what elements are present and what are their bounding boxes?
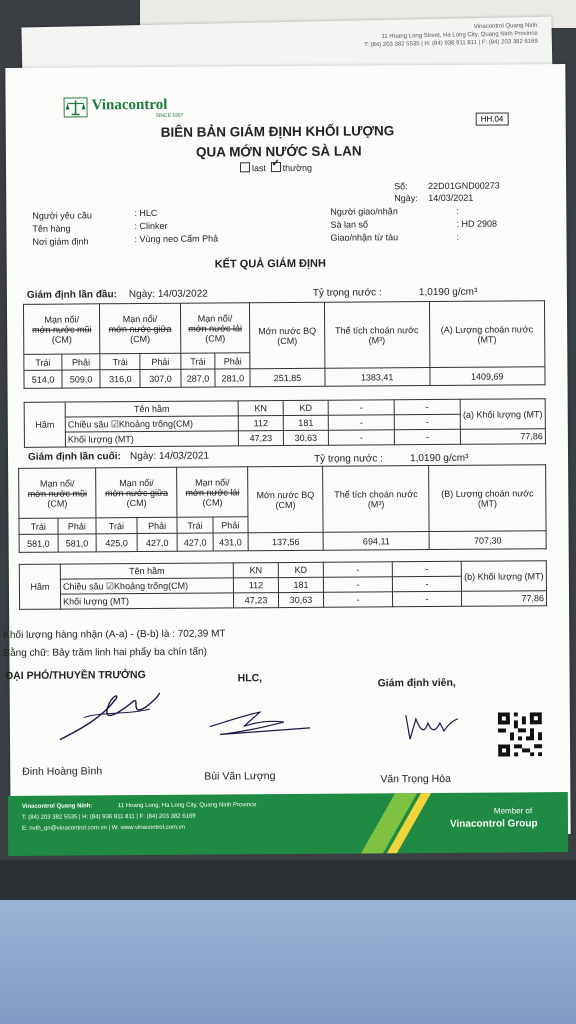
col-left: Trái — [100, 354, 140, 370]
date-value: 14/03/2021 — [428, 192, 474, 204]
kd-header: KD — [283, 400, 328, 415]
document-title: BIÊN BẢN GIÁM ĐỊNH KHỐI LƯỢNG — [160, 123, 395, 140]
col-left: Trái — [177, 517, 212, 533]
tank-name-header: Tên hầm — [65, 401, 238, 417]
hlc-title: HLC, — [237, 672, 263, 685]
value-cell: 514,0 — [24, 370, 62, 388]
first-inspection-date: Ngày: 14/03/2022 — [128, 288, 208, 301]
tank-mass-b-value: 77,86 — [461, 591, 546, 607]
brand-since: SINCE 1957 — [155, 112, 184, 119]
mass-kn: 47,23 — [233, 593, 278, 608]
normal-checkbox[interactable] — [271, 162, 281, 172]
tank-label: Hầm — [24, 402, 65, 447]
value-cell: 425,0 — [96, 534, 137, 552]
location-label: Nơi giám định — [32, 236, 89, 247]
empty-cell: - — [328, 430, 394, 445]
empty-cell: - — [323, 577, 392, 592]
mass-row-label: Khối lượng (MT) — [65, 431, 238, 447]
displacement-b-header: (B) Lượng choán nước (MT) — [429, 465, 546, 532]
date-label: Ngày: — [394, 193, 418, 204]
last-density-value: 1,0190 g/cm³ — [410, 452, 469, 465]
tank-name-header: Tên hầm — [60, 563, 233, 579]
kn-header: KN — [238, 401, 283, 416]
inspector-name: Văn Trọng Hòa — [380, 772, 451, 786]
mass-kd: 30,63 — [278, 592, 323, 607]
depth-kn: 112 — [238, 416, 283, 431]
mass-row-label: Khối lượng (MT) — [60, 593, 233, 609]
col-left: Trái — [19, 518, 58, 534]
value-cell: 581,0 — [58, 534, 97, 552]
value-cell: 307,0 — [140, 369, 180, 387]
last-checkbox[interactable] — [240, 162, 250, 172]
last-inspection-label: Giám định lần cuối: — [27, 451, 121, 463]
value-cell: 137,56 — [248, 532, 323, 551]
first-inspection-label: Giám định lần đầu: — [26, 289, 117, 301]
first-tank-table — [24, 398, 546, 448]
empty-cell: - — [323, 562, 392, 577]
barge-label: Sà lan số — [330, 219, 368, 230]
requester-label: Người yêu cầu — [32, 210, 92, 221]
last-inspection-date: Ngày: 14/03/2021 — [129, 450, 210, 463]
number-value: 22D01GND00273 — [428, 180, 500, 192]
receiver-label: Người giao/nhận — [330, 206, 398, 217]
last-tank-table — [19, 560, 547, 610]
tank-mass-a-value: 77,86 — [460, 429, 545, 445]
col-left: Trái — [180, 353, 215, 369]
depth-kn: 112 — [233, 578, 278, 593]
form-code: HH.04 — [476, 112, 509, 125]
stern-header: Mạn nổi/ mớn nước lái (CM) — [177, 467, 248, 517]
col-left: Trái — [24, 354, 62, 370]
ship-label: Giao/nhận từ tàu — [330, 232, 399, 243]
captain-name: Đinh Hoàng Bình — [22, 765, 103, 778]
empty-cell: - — [328, 400, 394, 415]
location-value: : Vùng neo Cẩm Phả — [134, 233, 219, 245]
kn-header: KN — [233, 563, 278, 578]
empty-cell: - — [394, 399, 460, 414]
depth-kd: 181 — [283, 415, 328, 430]
underlying-company: Vinacontrol Quang Ninh — [473, 22, 538, 31]
empty-cell: - — [392, 561, 461, 576]
value-cell: 287,0 — [181, 369, 216, 387]
col-left: Trái — [96, 518, 137, 534]
stern-header: Mạn nổi/ mớn nước lái (CM) — [180, 303, 250, 353]
footer-company: Vinacontrol Quang Ninh: — [21, 803, 93, 810]
col-right: Phải — [137, 517, 178, 533]
inspection-document — [5, 64, 570, 838]
first-draft-table — [23, 300, 546, 389]
received-mass-line: Khối lượng hàng nhận (A-a) - (B-b) là : 702,39 MT — [3, 628, 226, 641]
mid-header: Mạn nổi/ mớn nước giữa (CM) — [100, 303, 181, 354]
col-right: Phải — [213, 517, 248, 533]
empty-cell: - — [392, 576, 461, 591]
option-last-label: last — [251, 163, 267, 174]
displacement-a-header: (A) Lượng choán nước (MT) — [429, 301, 545, 368]
kd-header: KD — [278, 562, 323, 577]
inspector-signature — [402, 709, 462, 745]
tank-mass-b-label: (b) Khối lượng (MT) — [461, 561, 546, 592]
value-cell: 707,30 — [429, 531, 546, 550]
amount-in-words: Bằng chữ: Bảy trăm linh hai phẩy ba chín tấn) — [3, 646, 207, 659]
receiver-value: : — [456, 205, 459, 216]
value-cell: 1409,69 — [429, 367, 545, 386]
footer-band — [8, 792, 568, 856]
value-cell: 581,0 — [19, 534, 58, 552]
mid-header: Mạn nổi/ mớn nước giữa (CM) — [96, 467, 178, 518]
captain-title: ĐẠI PHÓ/THUYỀN TRƯỞNG — [5, 668, 146, 682]
tank-mass-a-label: (a) Khối lượng (MT) — [460, 399, 545, 430]
volume-header: Thể tích choán nước (M³) — [323, 466, 429, 533]
footer-phone: T: (84) 203 382 5535 | H: (84) 936 911 811 | F: (84) 203 382 6169 — [21, 813, 196, 821]
last-draft-table — [18, 464, 547, 553]
cargo-value: : Clinker — [134, 220, 168, 232]
first-density-value: 1,0190 g/cm³ — [418, 286, 478, 299]
scales-logo-icon — [64, 97, 88, 117]
bow-header: Mạn nổi/ mớn nước mũi (CM) — [19, 468, 96, 519]
value-cell: 431,0 — [213, 533, 248, 551]
mean-draft-header: Mớn nước BQ (CM) — [250, 302, 325, 369]
underlying-phone: T: (84) 203 382 5535 | H: (84) 936 911 811 | F: (84) 203 382 6169 — [364, 38, 538, 49]
mean-draft-header: Mớn nước BQ (CM) — [248, 466, 324, 533]
col-right: Phải — [62, 354, 100, 370]
value-cell: 427,0 — [137, 533, 178, 551]
ship-value: : — [456, 231, 460, 242]
cargo-label: Tên hàng — [32, 223, 71, 234]
option-normal-label: thường — [282, 162, 313, 174]
value-cell: 427,0 — [177, 533, 212, 551]
empty-cell: - — [328, 415, 394, 430]
empty-cell: - — [323, 592, 392, 607]
document-subtitle: QUA MỚN NƯỚC SÀ LAN — [195, 143, 362, 160]
footer-group: Vinacontrol Group — [449, 818, 538, 830]
empty-cell: - — [394, 429, 460, 444]
hlc-signature — [200, 702, 320, 743]
depth-row-label: Chiều sâu ☑Khoảng trống(CM) — [60, 578, 233, 594]
depth-kd: 181 — [278, 577, 323, 592]
value-cell: 509,0 — [62, 370, 100, 388]
mass-kn: 47,23 — [238, 431, 283, 446]
inspector-title: Giám định viên, — [377, 676, 456, 690]
footer-member-of: Member of — [493, 806, 533, 816]
mass-kd: 30,63 — [283, 430, 328, 445]
shirt-sleeve — [0, 900, 576, 1024]
first-density-label: Tỷ trọng nước : — [312, 287, 382, 299]
footer-address: 11 Hoang Long, Ha Long City, Quang Ninh Province — [117, 802, 257, 810]
empty-cell: - — [394, 414, 460, 429]
hlc-name: Bùi Văn Lượng — [204, 770, 276, 783]
underlying-address: 11 Hoang Long Street, Ha Long City, Quang Ninh Province — [381, 30, 538, 41]
value-cell: 1383,41 — [325, 368, 430, 387]
tank-label: Hầm — [19, 564, 60, 609]
brand-name: Vinacontrol — [91, 96, 168, 114]
depth-row-label: Chiều sâu ☑Khoảng trống(CM) — [65, 416, 238, 432]
footer-email: E: nvth_qn@vinacontrol.com.vn | W: www.vinacontrol.com.vn — [22, 824, 185, 832]
captain-signature — [54, 687, 164, 748]
col-right: Phải — [140, 353, 180, 369]
result-title: KẾT QUẢ GIÁM ĐỊNH — [214, 257, 326, 271]
qr-code-icon — [498, 712, 542, 756]
empty-cell: - — [392, 591, 461, 606]
col-right: Phải — [58, 518, 97, 534]
value-cell: 251,85 — [250, 368, 325, 387]
requester-value: : HLC — [134, 207, 158, 219]
volume-header: Thể tích choán nước (M³) — [324, 302, 429, 369]
value-cell: 694,11 — [323, 532, 429, 551]
option-row — [238, 162, 312, 174]
value-cell: 316,0 — [100, 370, 140, 388]
bow-header: Mạn nổi/ mớn nước mũi (CM) — [23, 304, 100, 355]
number-label: Số: — [394, 181, 408, 192]
barge-value: : HD 2908 — [456, 218, 497, 229]
col-right: Phải — [215, 353, 250, 369]
last-density-label: Tỷ trọng nước : — [314, 453, 383, 465]
value-cell: 281,0 — [215, 369, 250, 387]
